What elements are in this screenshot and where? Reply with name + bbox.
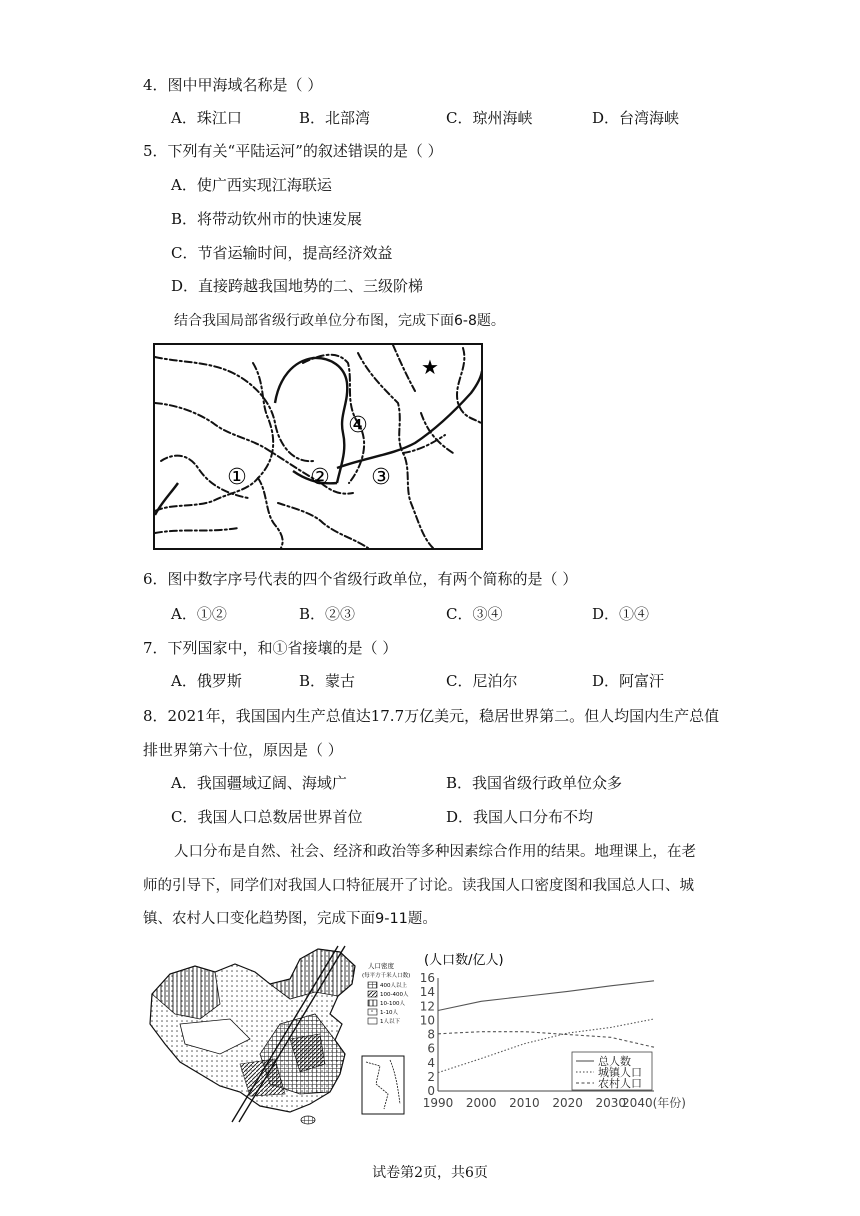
q6-option-b[interactable]: B．②③	[299, 605, 356, 623]
y-tick-label: 6	[427, 1041, 435, 1056]
x-axis-ticks	[423, 1095, 686, 1110]
chart-legend	[572, 1052, 652, 1090]
legend-item-1: 400人以上	[380, 983, 407, 989]
q7-option-d[interactable]: D．阿富汗	[592, 672, 665, 690]
q6-stem: 6．图中数字序号代表的四个省级行政单位，有两个简称的是（ ）	[143, 570, 578, 588]
q4-option-b[interactable]: B．北部湾	[299, 109, 371, 127]
x-tick-label: 2030	[595, 1096, 627, 1110]
series-line-1	[438, 981, 654, 1011]
map-label-2: ②	[310, 465, 330, 490]
q7-option-c[interactable]: C．尼泊尔	[446, 672, 518, 690]
x-tick-label: 2000	[465, 1096, 497, 1110]
q6-option-c[interactable]: C．③④	[446, 605, 503, 623]
q6-option-a[interactable]: A．①②	[171, 605, 227, 623]
province-map	[153, 343, 483, 550]
map-star: ★	[421, 355, 439, 379]
q4-stem: 4．图中甲海域名称是（ ）	[143, 76, 323, 94]
x-tick-label: 2020	[552, 1096, 583, 1110]
legend-item-2: 100-400人	[380, 992, 409, 998]
legend-label-1: 总人数	[598, 1055, 631, 1068]
q5-option-a[interactable]: A．使广西实现江海联运	[171, 176, 332, 194]
y-tick-label: 4	[427, 1055, 435, 1070]
q5-option-c[interactable]: C．节省运输时间，提高经济效益	[171, 244, 393, 262]
chart-ylabel: (人口数/亿人)	[424, 953, 504, 968]
legend-label-2: 城镇人口	[598, 1066, 642, 1079]
south-china-sea-inset	[362, 1056, 404, 1114]
q7-option-b[interactable]: B．蒙古	[299, 672, 356, 690]
legend-label-3: 农村人口	[598, 1077, 642, 1090]
legend-title: 人口密度	[368, 962, 394, 970]
q8-option-a[interactable]: A．我国疆域辽阔、海域广	[171, 774, 347, 792]
intro-6-8: 结合我国局部省级行政单位分布图，完成下面6-8题。	[174, 313, 505, 329]
legend-item-5: 1人以下	[380, 1019, 400, 1025]
series-line-3	[438, 1032, 654, 1048]
q5-stem: 5．下列有关“平陆运河”的叙述错误的是（ ）	[143, 142, 443, 160]
q8-stem-line2: 排世界第六十位，原因是（ ）	[143, 741, 343, 759]
q4-option-c[interactable]: C．琼州海峡	[446, 109, 533, 127]
y-tick-label: 0	[427, 1084, 435, 1098]
x-tick-label: 2040(年份)	[622, 1096, 686, 1110]
q4-option-d[interactable]: D．台湾海峡	[592, 109, 680, 127]
population-density-map	[140, 944, 418, 1126]
q4-option-a[interactable]: A．珠江口	[171, 109, 242, 127]
q8-option-b[interactable]: B．我国省级行政单位众多	[446, 774, 623, 792]
legend-unit: (每平方千米人口数)	[362, 973, 411, 979]
q8-option-c[interactable]: C．我国人口总数居世界首位	[171, 808, 363, 826]
q5-option-d[interactable]: D．直接跨越我国地势的二、三级阶梯	[171, 277, 424, 295]
x-tick-label: 1990	[422, 1096, 454, 1110]
y-tick-label: 14	[420, 985, 435, 1000]
q8-option-d[interactable]: D．我国人口分布不均	[446, 808, 594, 826]
population-trend-chart	[420, 948, 710, 1120]
y-tick-label: 12	[420, 999, 435, 1014]
y-tick-label: 10	[420, 1013, 435, 1028]
map-label-3: ③	[371, 465, 391, 490]
q5-option-b[interactable]: B．将带动钦州市的快速发展	[171, 210, 363, 228]
map-label-1: ①	[227, 465, 247, 490]
y-tick-label: 8	[427, 1027, 435, 1042]
y-axis-ticks	[420, 971, 435, 1098]
intro-9-11-line2: 师的引导下，同学们对我国人口特征展开了讨论。读我国人口密度图和我国总人口、城	[143, 878, 694, 894]
y-tick-label: 2	[427, 1069, 435, 1084]
map-label-4: ④	[348, 413, 368, 438]
intro-9-11-line3: 镇、农村人口变化趋势图，完成下面9-11题。	[143, 911, 437, 927]
density-legend	[368, 981, 409, 1025]
q7-stem: 7．下列国家中，和①省接壤的是（ ）	[143, 639, 398, 657]
intro-9-11-line1: 人口分布是自然、社会、经济和政治等多种因素综合作用的结果。地理课上，在老	[174, 844, 696, 860]
q7-option-a[interactable]: A．俄罗斯	[171, 672, 242, 690]
legend-item-4: 1-10人	[380, 1010, 398, 1016]
q6-option-d[interactable]: D．①④	[592, 605, 650, 623]
q8-stem-line1: 8．2021年，我国国内生产总值达17.7万亿美元，稳居世界第二。但人均国内生产总值	[143, 707, 720, 725]
page-footer: 试卷第2页，共6页	[372, 1165, 488, 1181]
y-tick-label: 16	[420, 971, 435, 985]
legend-item-3: 10-100人	[380, 1001, 405, 1007]
x-tick-label: 2010	[509, 1096, 540, 1110]
